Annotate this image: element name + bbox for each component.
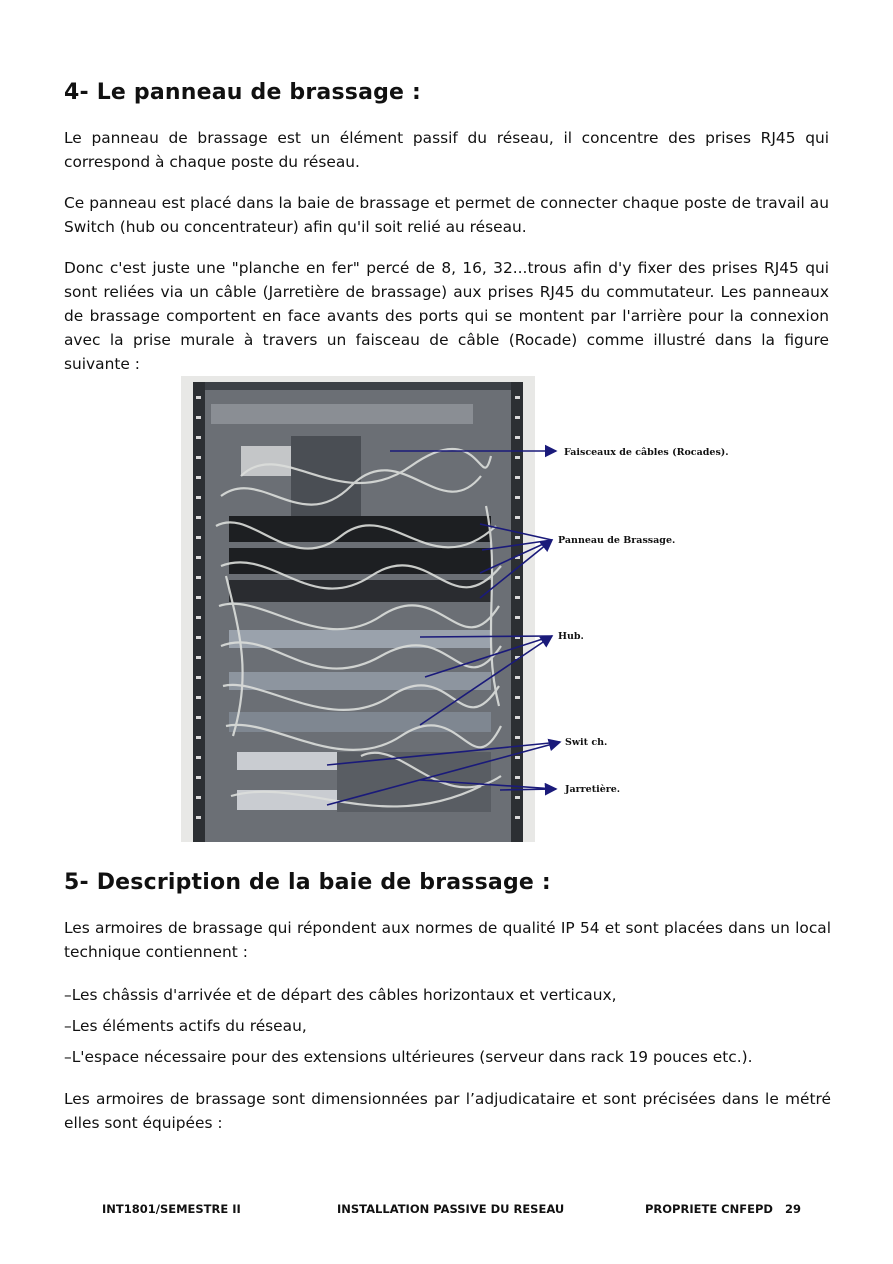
arrow-panneau-1: [480, 524, 552, 540]
section5-paragraph-1: Les armoires de brassage qui répondent aux normes de qualité IP 54 et sont placées dans un local technique contiennent :: [64, 919, 831, 961]
section4-paragraph-3: Donc c'est juste une "planche en fer" percé de 8, 16, 32...trous afin d'y fixer des prises RJ45 qui sont reliées via un câble (Jarretière de brassage) aux prises RJ45 du commutateur. Les panneaux de brassage comportent en face avants des ports qui se montent par l'arrière pour la connexion avec la prise murale à travers un faisceau de câble (Rocade) comme illustré dans la figure suivante :: [64, 259, 829, 373]
label-switch: Swit ch.: [565, 737, 608, 748]
footer-owner: PROPRIETE CNFEPD: [645, 1202, 773, 1216]
label-jarretiere: Jarretière.: [565, 784, 621, 795]
footer-course-code: INT1801/SEMESTRE II: [102, 1202, 241, 1216]
section4-paragraph-1: Le panneau de brassage est un élément passif du réseau, il concentre des prises RJ45 qui correspond à chaque poste du réseau.: [64, 129, 829, 171]
section4-title: 4- Le panneau de brassage :: [64, 80, 422, 105]
arrow-jarretiere-2: [500, 789, 556, 790]
label-hub: Hub.: [558, 631, 584, 642]
label-panneau: Panneau de Brassage.: [558, 535, 676, 546]
section5-bullet-1: –Les châssis d'arrivée et de départ des câbles horizontaux et verticaux,: [64, 986, 617, 1004]
arrow-hub-3: [420, 636, 552, 725]
footer-page-number: 29: [785, 1202, 802, 1216]
section4-paragraph-2: Ce panneau est placé dans la baie de brassage et permet de connecter chaque poste de travail au Switch (hub ou concentrateur) afin qu'il soit relié au réseau.: [64, 194, 829, 236]
section5-title: 5- Description de la baie de brassage :: [64, 870, 551, 895]
label-rocades: Faisceaux de câbles (Rocades).: [564, 447, 729, 458]
section5-paragraph-2: Les armoires de brassage sont dimensionnées par l’adjudicataire et sont précisées dans le métré elles sont équipées :: [64, 1090, 831, 1132]
arrow-jarretiere-1: [420, 780, 556, 789]
section5-bullet-3: –L'espace nécessaire pour des extensions ultérieures (serveur dans rack 19 pouces etc.).: [64, 1048, 753, 1066]
footer-title: INSTALLATION PASSIVE DU RESEAU: [337, 1202, 565, 1216]
arrow-switch-2: [327, 742, 560, 805]
arrow-hub-2: [425, 636, 552, 677]
arrow-switch-1: [327, 742, 560, 765]
arrow-hub-1: [420, 636, 552, 637]
section5-bullet-2: –Les éléments actifs du réseau,: [64, 1017, 307, 1035]
